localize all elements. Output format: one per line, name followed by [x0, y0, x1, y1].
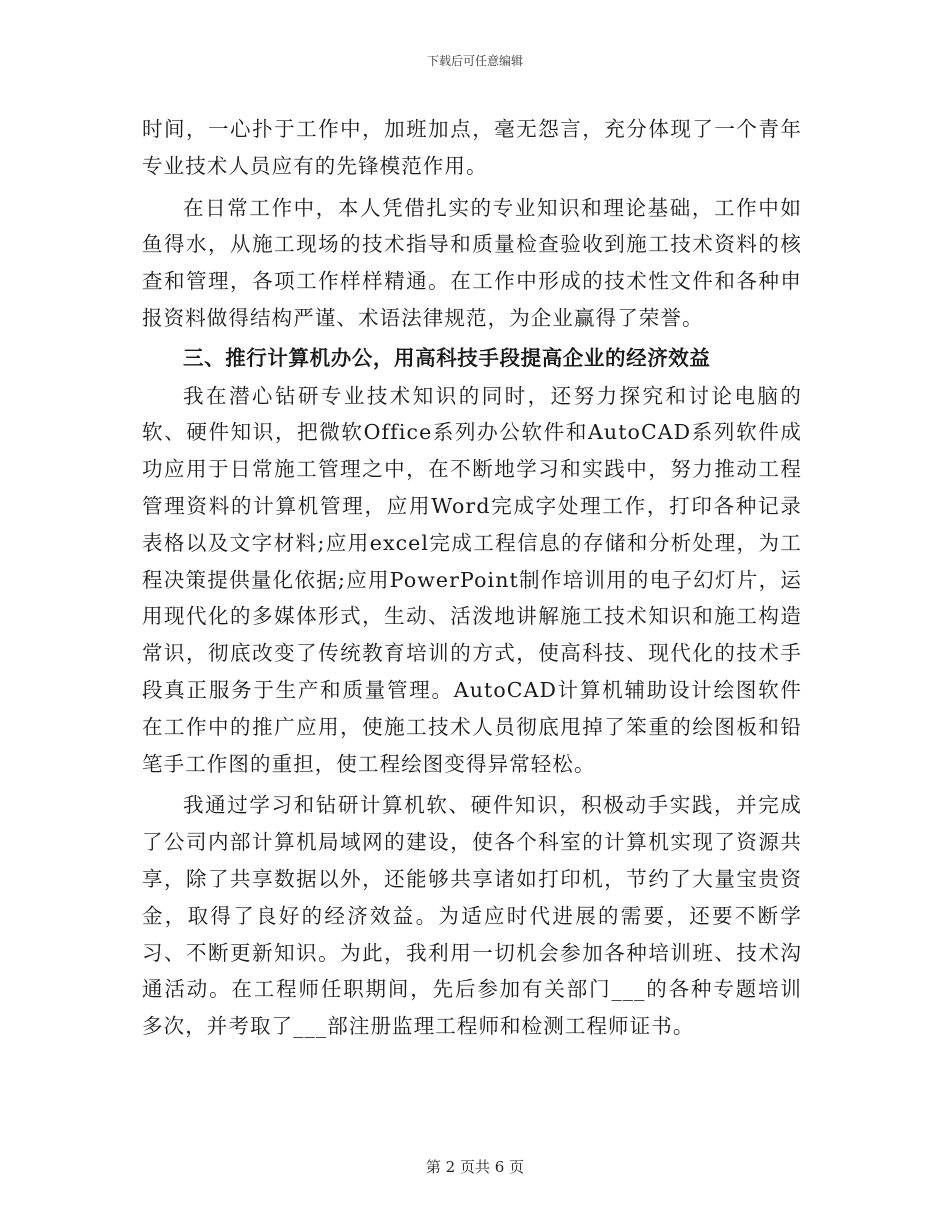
- paragraph-continuation: 时间，一心扑于工作中，加班加点，毫无怨言，充分体现了一个青年专业技术人员应有的先锋模范作用。: [142, 117, 802, 178]
- page-footer: 第 2 页共 6 页: [425, 1158, 525, 1176]
- paragraph-computer-office: 我在潜心钻研专业技术知识的同时，还努力探究和讨论电脑的软、硬件知识，把微软Office系列办公软件和AutoCAD系列软件成功应用于日常施工管理之中，在不断地学习和实践中，努力推动工程管理资料的计算机管理，应用Word完成字处理工作，打印各种记录表格以及文字材料;应用excel完成工程信息的存储和分析处理，为工程决策提供量化依据;应用PowerPoint制作培训用的电子幻灯片，运用现代化的多媒体形式，生动、活泼地讲解施工技术知识和施工构造常识，彻底改变了传统教育培训的方式，使高科技、现代化的技术手段真正服务于生产和质量管理。AutoCAD计算机辅助设计绘图软件在工作中的推广应用，使施工技术人员彻底甩掉了笨重的绘图板和铅笔手工作图的重担，使工程绘图变得异常轻松。: [142, 383, 802, 776]
- page-header: 下载后可任意编辑: [426, 54, 523, 68]
- paragraph-daily-work: 在日常工作中，本人凭借扎实的专业知识和理论基础，工作中如鱼得水，从施工现场的技术指导和质量检查验收到施工技术资料的核查和管理，各项工作样样精通。在工作中形成的技术性文件和各种申报资料做得结构严谨、术语法律规范，为企业赢得了荣誉。: [142, 195, 802, 330]
- paragraph-network-training: 我通过学习和钻研计算机软、硬件知识，积极动手实践，并完成了公司内部计算机局域网的建设，使各个科室的计算机实现了资源共享，除了共享数据以外，还能够共享诸如打印机，节约了大量宝贵资金，取得了良好的经济效益。为适应时代进展的需要，还要不断学习、不断更新知识。为此，我利用一切机会参加各种培训班、技术沟通活动。在工程师任职期间，先后参加有关部门___的各种专题培训多次，并考取了___部注册监理工程师和检测工程师证书。: [142, 793, 802, 1039]
- document-body: [142, 111, 802, 1045]
- section-heading-3: 三、推行计算机办公，用高科技手段提高企业的经济效益: [183, 345, 711, 370]
